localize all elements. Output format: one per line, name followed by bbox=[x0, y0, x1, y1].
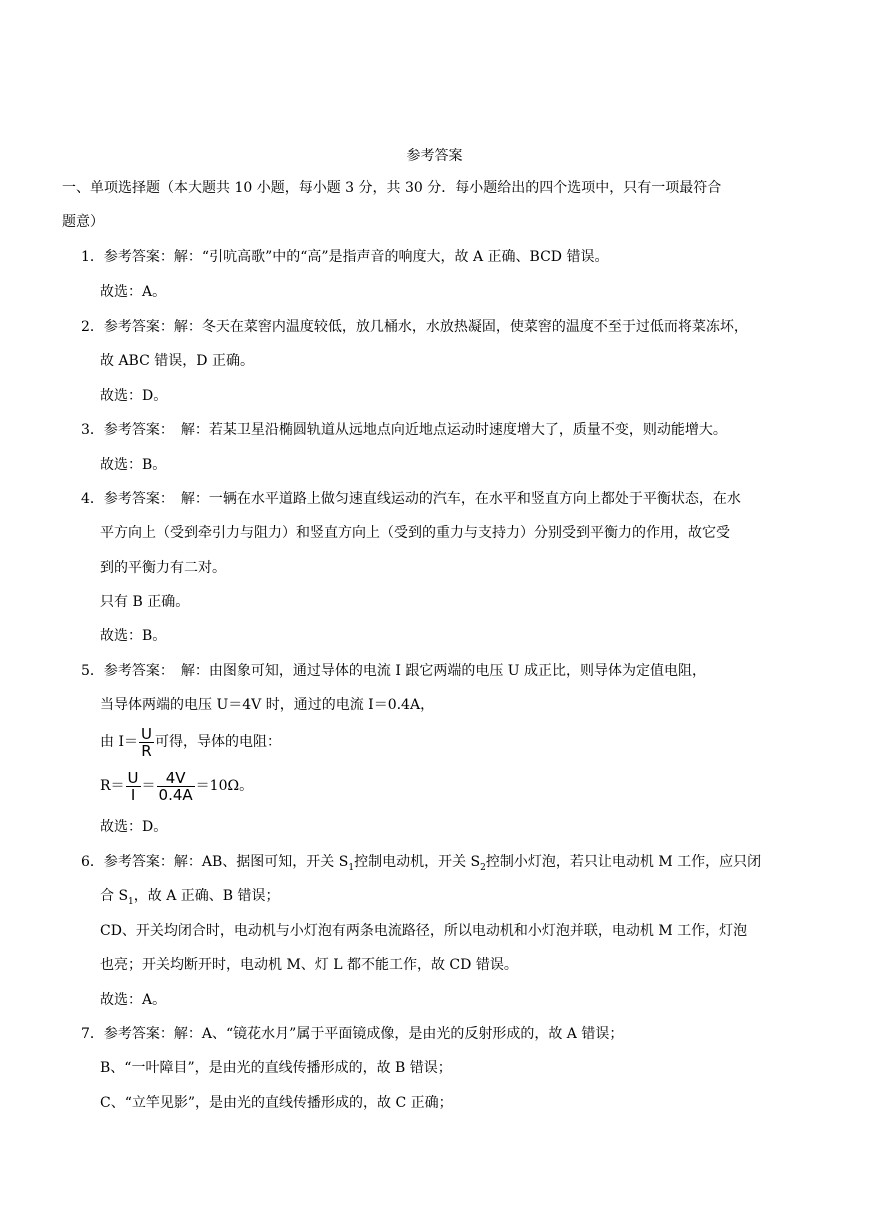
q5-line3-prefix: 由 I＝ bbox=[100, 734, 138, 750]
fraction-denominator: 0.4A bbox=[158, 785, 193, 804]
q5-formula-ohm bbox=[100, 722, 281, 762]
q5-line4-eq: ＝ bbox=[141, 778, 156, 794]
fraction-numerator: U bbox=[140, 724, 152, 743]
q2-answer: 故选：D。 bbox=[100, 388, 168, 404]
q1-answer: 故选：A。 bbox=[100, 284, 167, 300]
q4-line2: 平方向上（受到牵引力与阻力）和竖直方向上（受到的重力与支持力）分别受到平衡力的作用，故它受 bbox=[100, 525, 730, 541]
q6-line1-part-b: 控制电动机，开关 S bbox=[354, 854, 481, 870]
q6-line1 bbox=[81, 853, 761, 877]
fraction-4v-over-04a bbox=[157, 770, 195, 803]
q1-line1: 1．参考答案：解：“引吭高歌”中的“高”是指声音的响度大，故 A 正确、BCD 错误。 bbox=[81, 249, 609, 265]
q4-line4: 只有 B 正确。 bbox=[100, 594, 190, 610]
q6-line4: 也亮；开关均断开时，电动机 M、灯 L 都不能工作，故 CD 错误。 bbox=[100, 957, 518, 973]
section-heading-line1: 一、单项选择题（本大题共 10 小题，每小题 3 分，共 30 分．每小题给出的四个选项中，只有一项最符合 bbox=[62, 180, 722, 196]
q5-line4-suffix: ＝10Ω。 bbox=[195, 778, 254, 794]
fraction-numerator: U bbox=[127, 768, 139, 787]
q5-line2: 当导体两端的电压 U＝4V 时，通过的电流 I＝0.4A， bbox=[100, 697, 435, 713]
q5-answer: 故选：D。 bbox=[100, 819, 168, 835]
q6-line2-part-a: 合 S bbox=[100, 888, 129, 904]
subscript-1: 1 bbox=[348, 862, 355, 873]
fraction-u-over-i bbox=[126, 770, 141, 803]
q3-line1: 3．参考答案： 解：若某卫星沿椭圆轨道从远地点向近地点运动时速度增大了，质量不变，则动能增大。 bbox=[81, 422, 727, 438]
q6-line3: CD、开关均闭合时，电动机与小灯泡有两条电流路径，所以电动机和小灯泡并联，电动机 M 工作，灯泡 bbox=[100, 923, 748, 939]
fraction-u-over-r bbox=[139, 726, 154, 759]
q4-line3: 到的平衡力有二对。 bbox=[100, 560, 226, 576]
q6-line2 bbox=[100, 887, 280, 911]
subscript-1: 1 bbox=[128, 896, 134, 907]
q5-line3-suffix: 可得，导体的电阻： bbox=[154, 734, 281, 750]
fraction-numerator: 4V bbox=[157, 770, 195, 787]
q2-line1: 2．参考答案：解：冬天在菜窖内温度较低，放几桶水，水放热凝固，使菜窖的温度不至于过低而将菜冻坏， bbox=[81, 319, 748, 335]
q6-line1-part-a: 6．参考答案：解：AB、据图可知，开关 S bbox=[81, 854, 349, 870]
q5-line1: 5．参考答案： 解：由图象可知，通过导体的电流 I 跟它两端的电压 U 成正比，则导体为定值电阻， bbox=[81, 663, 707, 679]
q3-answer: 故选：B。 bbox=[100, 457, 167, 473]
page-title: 参考答案 bbox=[406, 148, 463, 164]
q6-line1-part-c: 控制小灯泡，若只让电动机 M 工作，应只闭 bbox=[485, 854, 762, 870]
q7-line2: B、“一叶障目”，是由光的直线传播形成的，故 B 错误； bbox=[100, 1060, 452, 1076]
q5-line4-prefix: R＝ bbox=[100, 778, 125, 794]
q6-answer: 故选：A。 bbox=[100, 992, 167, 1008]
fraction-denominator: R bbox=[141, 741, 152, 760]
q4-answer: 故选：B。 bbox=[100, 628, 167, 644]
section-heading-line2: 题意） bbox=[62, 214, 104, 230]
q6-line2-part-b: ，故 A 正确、B 错误； bbox=[133, 888, 280, 904]
q5-formula-resistance bbox=[100, 766, 253, 806]
q4-line1: 4．参考答案： 解：一辆在水平道路上做匀速直线运动的汽车，在水平和竖直方向上都处于平衡状态，在水 bbox=[81, 491, 741, 507]
q2-line2: 故 ABC 错误，D 正确。 bbox=[100, 353, 254, 369]
q7-line3: C、“立竿见影”，是由光的直线传播形成的，故 C 正确； bbox=[100, 1095, 453, 1111]
fraction-denominator: I bbox=[130, 785, 136, 804]
subscript-2: 2 bbox=[480, 862, 486, 873]
q7-line1: 7．参考答案：解：A、“镜花水月”属于平面镜成像，是由光的反射形成的，故 A 错误； bbox=[81, 1026, 624, 1042]
